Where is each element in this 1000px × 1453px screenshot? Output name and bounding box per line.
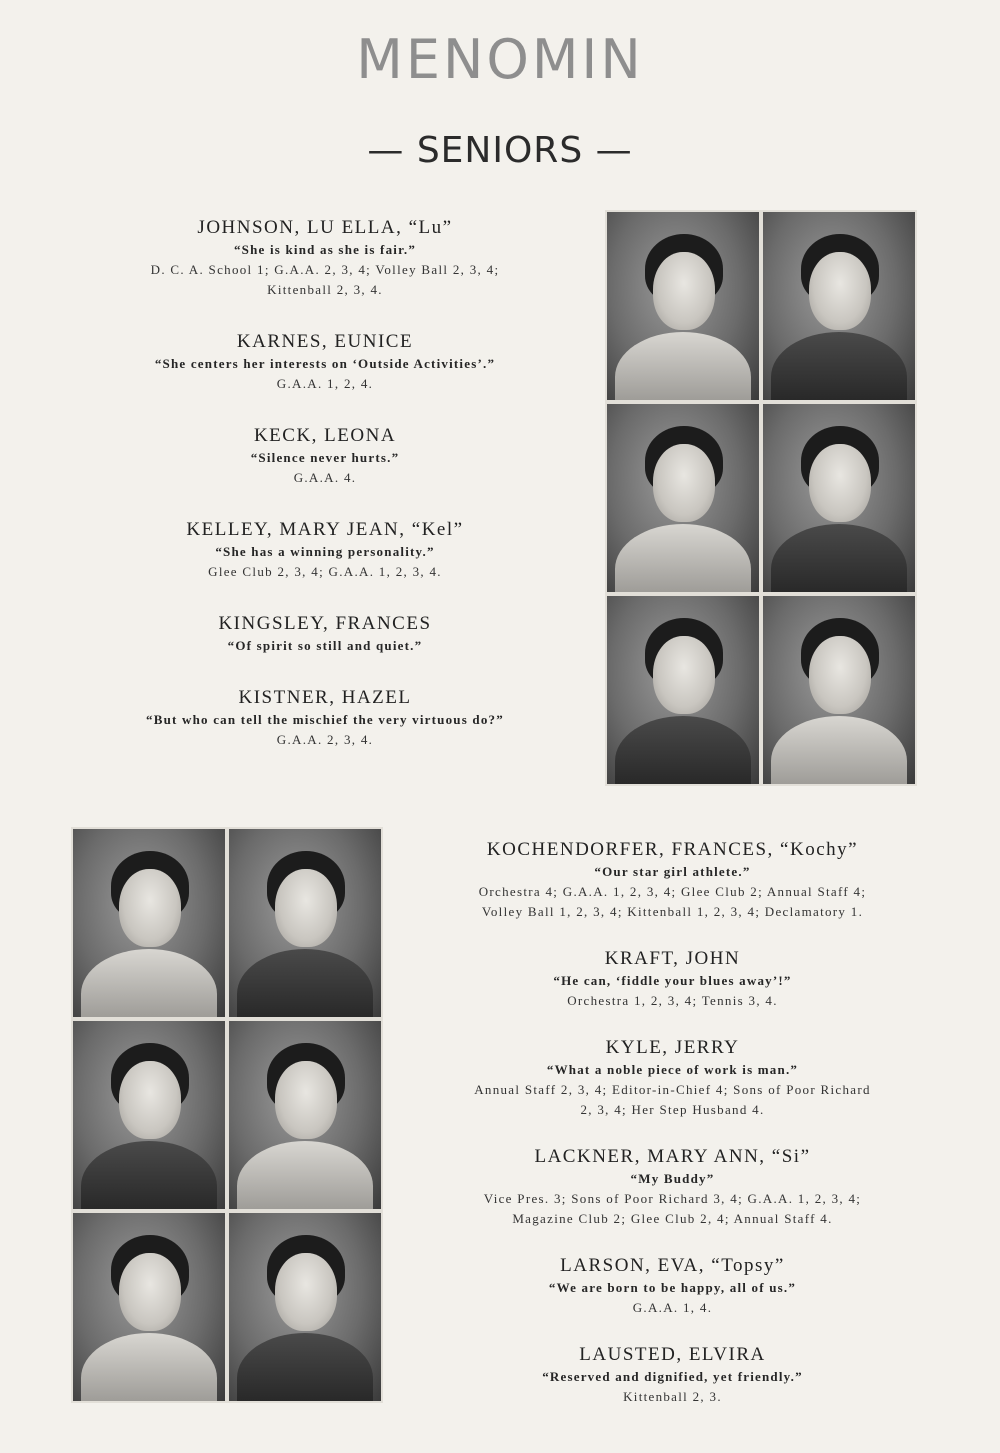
portrait-icon [763,404,915,592]
senior-entry [395,1145,950,1229]
senior-activities: Orchestra 4; G.A.A. 1, 2, 3, 4; Glee Club 2; Annual Staff 4; [478,884,867,899]
senior-quote: “Silence never hurts.” [250,450,400,465]
senior-entry [60,330,590,394]
portrait-icon [763,596,915,784]
portrait-icon [607,404,759,592]
senior-activities: Volley Ball 1, 2, 3, 4; Kittenball 1, 2, 3, 4; Declamatory 1. [481,904,864,919]
senior-name: KINGSLEY, FRANCES [218,613,432,634]
senior-name: LACKNER, MARY ANN, “Si” [534,1146,811,1167]
senior-activities: Kittenball 2, 3, 4. [267,282,383,297]
portrait-icon [607,596,759,784]
portrait-grid-top [605,210,917,786]
senior-activities: Annual Staff 2, 3, 4; Editor-in-Chief 4; Sons of Poor Richard [474,1082,871,1097]
senior-entry [60,424,590,488]
portrait-icon [229,1213,381,1401]
senior-name: KELLEY, MARY JEAN, “Kel” [186,519,464,540]
senior-name: KECK, LEONA [253,425,397,446]
section-title: — SENIORS — [367,130,633,171]
senior-quote: “She has a winning personality.” [215,544,435,559]
senior-entry [60,216,590,300]
senior-activities: D. C. A. School 1; G.A.A. 2, 3, 4; Volley Ball 2, 3, 4; [150,262,500,277]
senior-entry [395,947,950,1011]
senior-activities: Kittenball 2, 3. [623,1389,722,1404]
senior-activities: Vice Pres. 3; Sons of Poor Richard 3, 4; G.A.A. 1, 2, 3, 4; [483,1191,862,1206]
senior-quote: “We are born to be happy, all of us.” [548,1280,797,1295]
portrait-grid-bottom [71,827,383,1403]
senior-name: LARSON, EVA, “Topsy” [560,1255,785,1276]
senior-entry [60,518,590,582]
portrait-icon [73,1021,225,1209]
senior-name: LAUSTED, ELVIRA [579,1344,766,1365]
senior-activities: G.A.A. 1, 2, 4. [276,376,374,391]
senior-quote: “He can, ‘fiddle your blues away’!” [553,973,792,988]
senior-activities: G.A.A. 1, 4. [632,1300,713,1315]
senior-entry [60,686,590,750]
masthead: MENOMIN [356,28,644,91]
senior-activities: G.A.A. 4. [293,470,357,485]
portrait-icon [73,829,225,1017]
senior-quote: “She centers her interests on ‘Outside Activities’.” [154,356,496,371]
senior-entry [395,838,950,922]
portrait-icon [763,212,915,400]
portrait-icon [73,1213,225,1401]
senior-activities: G.A.A. 2, 3, 4. [276,732,374,747]
senior-name: KARNES, EUNICE [236,331,414,352]
senior-activities: 2, 3, 4; Her Step Husband 4. [580,1102,765,1117]
senior-quote: “What a noble piece of work is man.” [546,1062,799,1077]
senior-quote: “Reserved and dignified, yet friendly.” [542,1369,803,1384]
senior-name: KRAFT, JOHN [604,948,741,969]
senior-quote: “But who can tell the mischief the very virtuous do?” [146,712,504,727]
senior-activities: Glee Club 2, 3, 4; G.A.A. 1, 2, 3, 4. [208,564,442,579]
senior-entry [395,1254,950,1318]
portrait-icon [607,212,759,400]
senior-list-top [60,216,590,780]
senior-quote: “She is kind as she is fair.” [233,242,417,257]
senior-entry [395,1036,950,1120]
senior-quote: “Of spirit so still and quiet.” [227,638,423,653]
senior-quote: “My Buddy” [630,1171,715,1186]
senior-name: KOCHENDORFER, FRANCES, “Kochy” [486,839,859,860]
portrait-icon [229,829,381,1017]
senior-entry [395,1343,950,1407]
senior-activities: Magazine Club 2; Glee Club 2, 4; Annual Staff 4. [512,1211,833,1226]
senior-quote: “Our star girl athlete.” [594,864,751,879]
senior-activities: Orchestra 1, 2, 3, 4; Tennis 3, 4. [567,993,778,1008]
senior-name: KISTNER, HAZEL [238,687,412,708]
senior-name: JOHNSON, LU ELLA, “Lu” [197,217,453,238]
senior-list-bottom [395,838,950,1432]
senior-name: KYLE, JERRY [605,1037,740,1058]
portrait-icon [229,1021,381,1209]
senior-entry [60,612,590,656]
